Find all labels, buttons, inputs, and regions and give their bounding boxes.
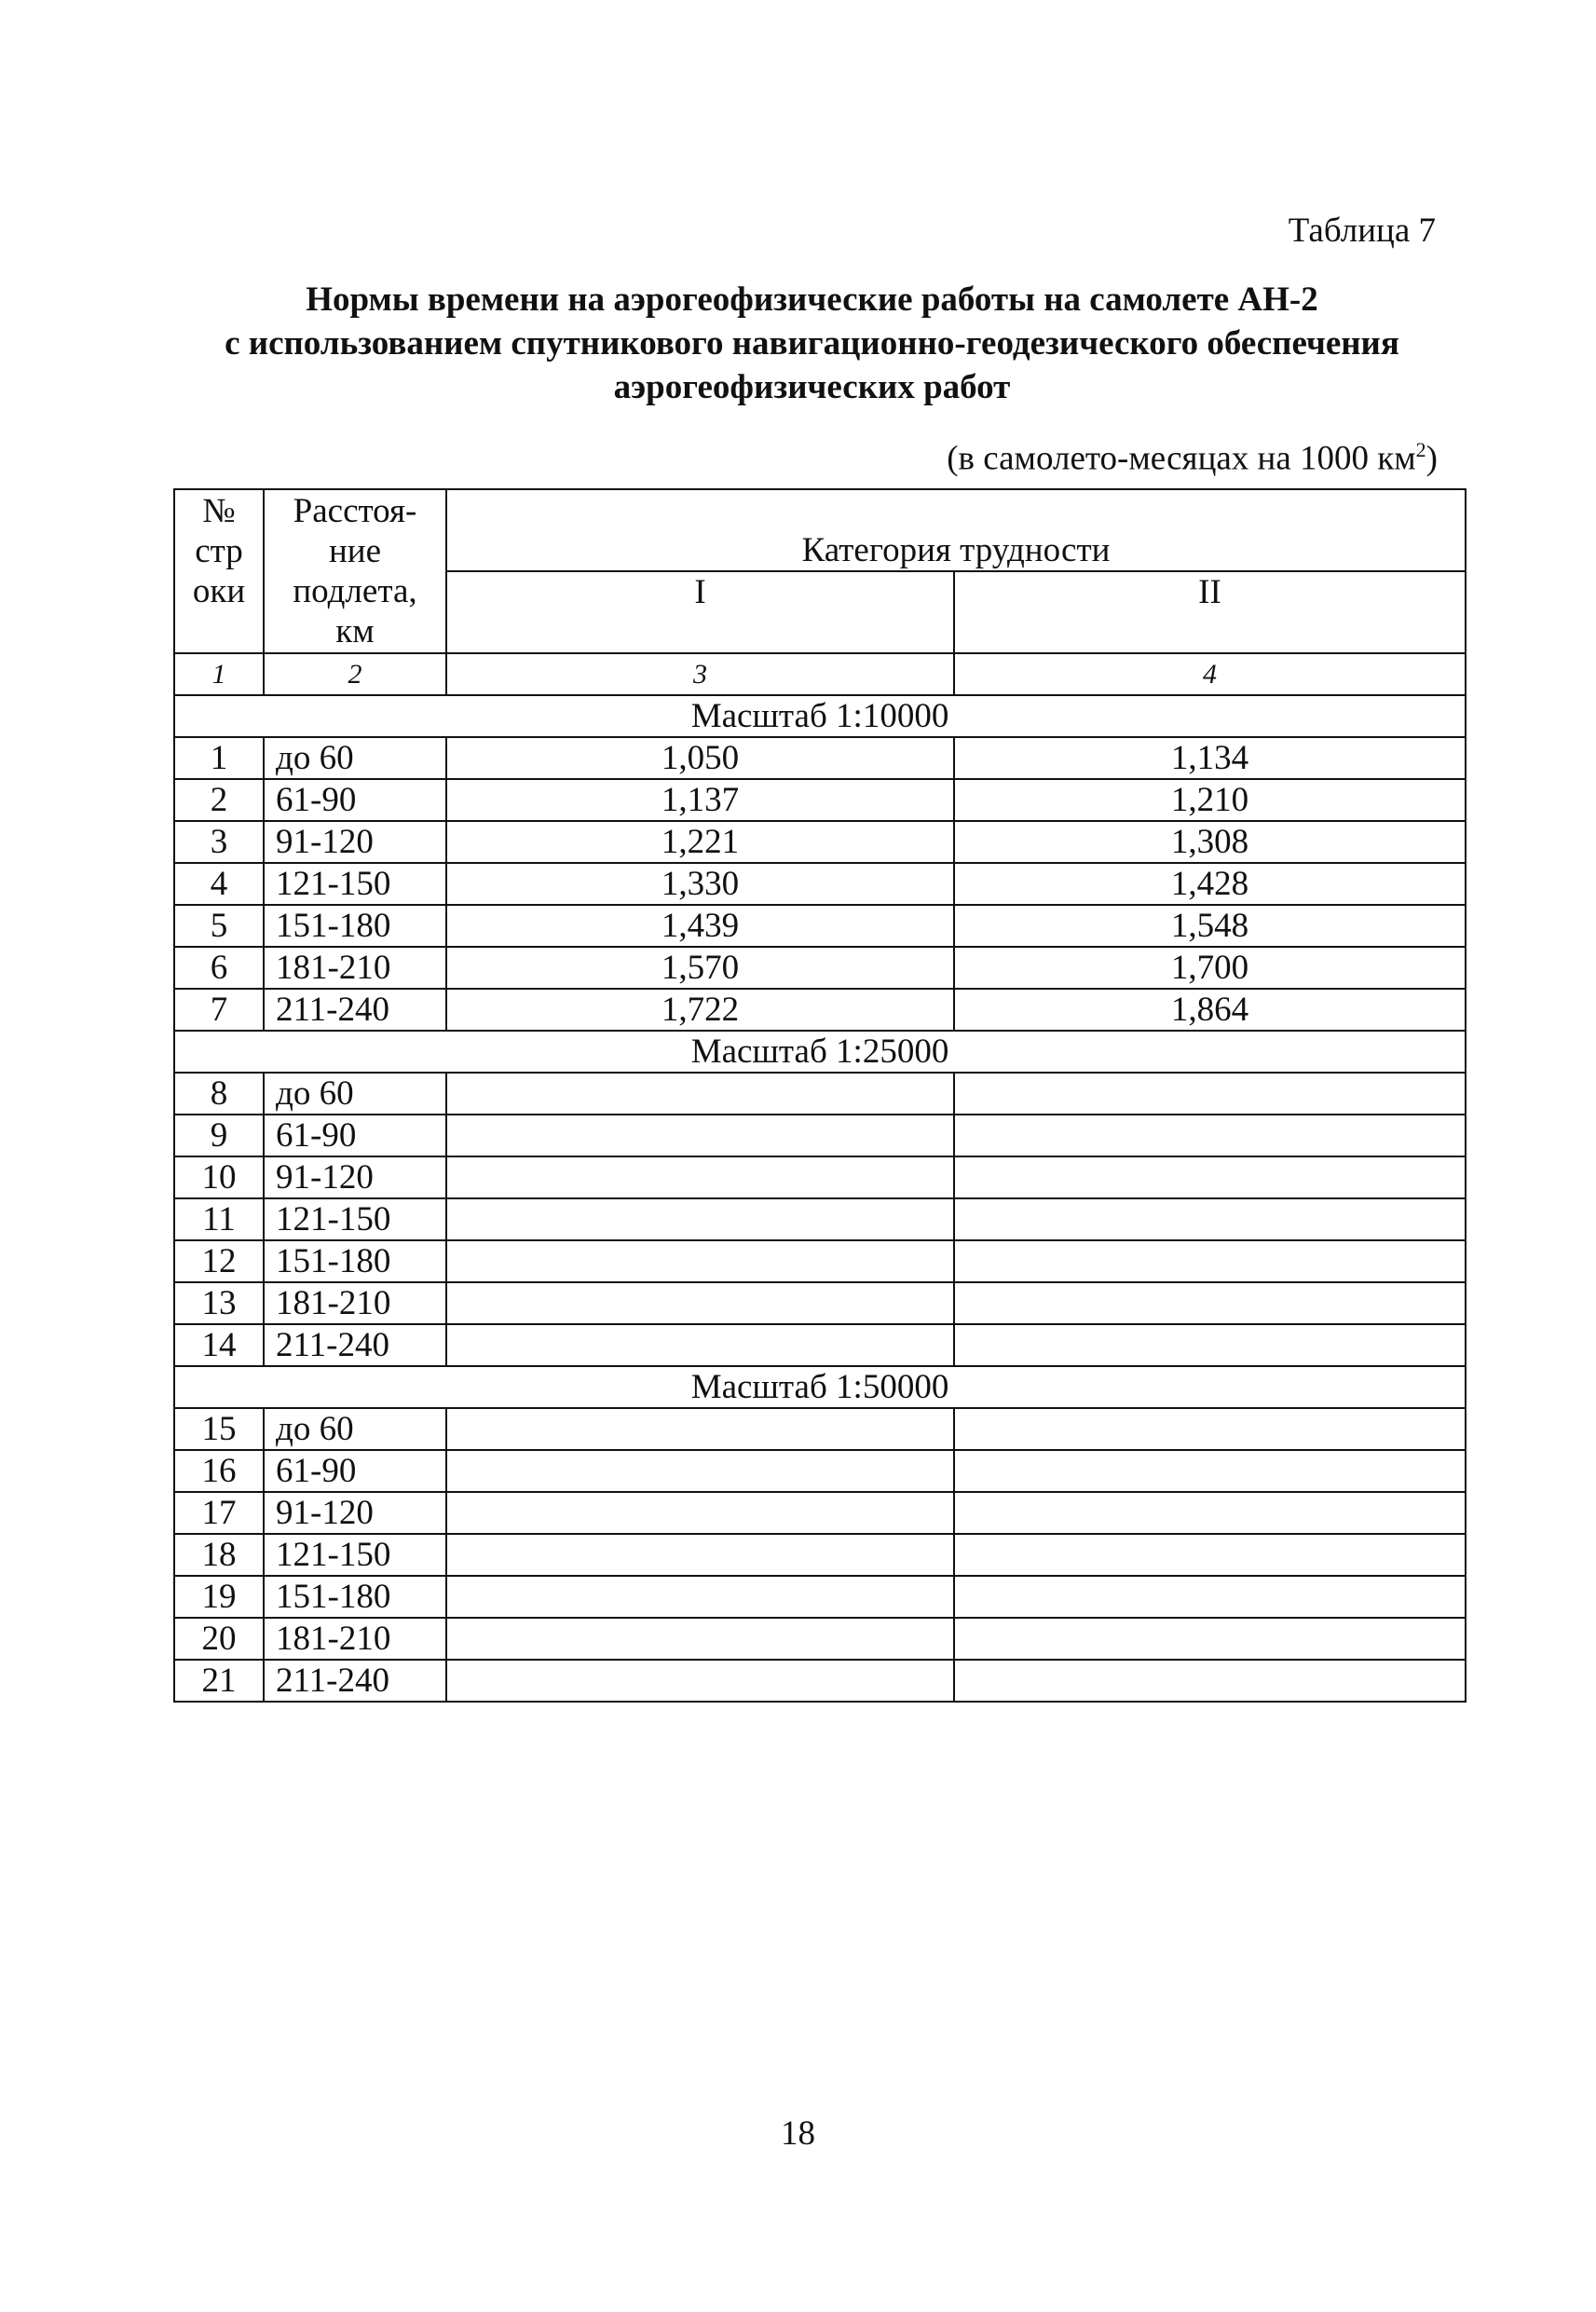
table-row xyxy=(174,1198,1466,1240)
units-close: ) xyxy=(1425,439,1438,478)
table-row xyxy=(174,1450,1466,1492)
table-row xyxy=(174,1408,1466,1450)
row-number-cell: 2 xyxy=(174,779,264,821)
column-number-row xyxy=(174,653,1466,695)
distance-cell: 151-180 xyxy=(264,1576,446,1618)
header-row xyxy=(174,489,1466,571)
category-2-value xyxy=(954,1115,1466,1156)
table-row xyxy=(174,947,1466,989)
category-2-value xyxy=(954,1282,1466,1324)
row-number-cell: 16 xyxy=(174,1450,264,1492)
table-row xyxy=(174,1324,1466,1366)
table-row xyxy=(174,1492,1466,1534)
category-2-value: 1,210 xyxy=(954,779,1466,821)
title-line: с использованием спутникового навигационно-геодезического обеспечения xyxy=(225,324,1399,363)
title-line: Нормы времени на аэрогеофизические работы на самолете АН-2 xyxy=(306,280,1318,319)
category-1-value xyxy=(446,1492,954,1534)
table-row xyxy=(174,1115,1466,1156)
norms-table-body xyxy=(174,489,1466,1702)
row-number-cell: 14 xyxy=(174,1324,264,1366)
units-note xyxy=(947,438,1438,478)
category-2-value: 1,864 xyxy=(954,989,1466,1031)
category-1-value xyxy=(446,1618,954,1660)
category-1-value xyxy=(446,1240,954,1282)
page-number: 18 xyxy=(781,2114,815,2153)
distance-cell: 211-240 xyxy=(264,1660,446,1702)
distance-cell: 121-150 xyxy=(264,1534,446,1576)
scale-section-row xyxy=(174,1031,1466,1073)
row-number-cell: 10 xyxy=(174,1156,264,1198)
category-1-value xyxy=(446,1115,954,1156)
category-2-value xyxy=(954,1156,1466,1198)
header-category-1: I xyxy=(446,571,954,653)
category-1-value xyxy=(446,1408,954,1450)
category-2-value xyxy=(954,1073,1466,1115)
column-number: 2 xyxy=(264,653,446,695)
table-row xyxy=(174,1282,1466,1324)
row-number-cell: 15 xyxy=(174,1408,264,1450)
scale-heading: Масштаб 1:25000 xyxy=(174,1031,1466,1073)
row-number-cell: 20 xyxy=(174,1618,264,1660)
distance-cell: 61-90 xyxy=(264,1115,446,1156)
category-1-value: 1,330 xyxy=(446,863,954,905)
column-number: 4 xyxy=(954,653,1466,695)
row-number-cell: 3 xyxy=(174,821,264,863)
category-2-value xyxy=(954,1450,1466,1492)
category-1-value xyxy=(446,1198,954,1240)
distance-cell: 91-120 xyxy=(264,1492,446,1534)
category-1-value: 1,050 xyxy=(446,737,954,779)
category-2-value xyxy=(954,1534,1466,1576)
distance-cell: 211-240 xyxy=(264,989,446,1031)
scale-heading: Масштаб 1:50000 xyxy=(174,1366,1466,1408)
row-number-cell: 5 xyxy=(174,905,264,947)
distance-cell: 91-120 xyxy=(264,1156,446,1198)
row-number-cell: 13 xyxy=(174,1282,264,1324)
row-number-cell: 4 xyxy=(174,863,264,905)
units-text: (в самолето-месяцах на 1000 км xyxy=(947,439,1416,478)
table-row xyxy=(174,1660,1466,1702)
row-number-cell: 19 xyxy=(174,1576,264,1618)
row-number-cell: 6 xyxy=(174,947,264,989)
row-number-cell: 11 xyxy=(174,1198,264,1240)
distance-cell: 61-90 xyxy=(264,1450,446,1492)
category-1-value xyxy=(446,1450,954,1492)
category-2-value xyxy=(954,1492,1466,1534)
row-number-cell: 21 xyxy=(174,1660,264,1702)
row-number-cell: 12 xyxy=(174,1240,264,1282)
category-2-value xyxy=(954,1240,1466,1282)
scale-section-row xyxy=(174,1366,1466,1408)
scale-heading: Масштаб 1:10000 xyxy=(174,695,1466,737)
category-2-value xyxy=(954,1408,1466,1450)
table-row xyxy=(174,1073,1466,1115)
header-category-2: II xyxy=(954,571,1466,653)
table-row xyxy=(174,863,1466,905)
table-row xyxy=(174,779,1466,821)
table-row xyxy=(174,1240,1466,1282)
row-number-cell: 1 xyxy=(174,737,264,779)
row-number-cell: 9 xyxy=(174,1115,264,1156)
category-2-value: 1,134 xyxy=(954,737,1466,779)
category-1-value xyxy=(446,1282,954,1324)
category-1-value: 1,221 xyxy=(446,821,954,863)
distance-cell: 121-150 xyxy=(264,1198,446,1240)
column-number: 1 xyxy=(174,653,264,695)
table-row xyxy=(174,821,1466,863)
header-distance: Расстоя- ние подлета, км xyxy=(264,489,446,653)
category-2-value: 1,700 xyxy=(954,947,1466,989)
category-2-value xyxy=(954,1618,1466,1660)
row-number-cell: 8 xyxy=(174,1073,264,1115)
distance-cell: 151-180 xyxy=(264,1240,446,1282)
category-1-value: 1,439 xyxy=(446,905,954,947)
units-superscript: 2 xyxy=(1415,438,1426,461)
distance-cell: 121-150 xyxy=(264,863,446,905)
table-label: Таблица 7 xyxy=(1288,212,1436,250)
distance-cell: 61-90 xyxy=(264,779,446,821)
distance-cell: 181-210 xyxy=(264,947,446,989)
header-category: Категория трудности xyxy=(446,489,1466,571)
distance-cell: до 60 xyxy=(264,737,446,779)
header-row-number: № стр оки xyxy=(174,489,264,653)
table-row xyxy=(174,1576,1466,1618)
row-number-cell: 7 xyxy=(174,989,264,1031)
category-1-value xyxy=(446,1660,954,1702)
row-number-cell: 18 xyxy=(174,1534,264,1576)
distance-cell: до 60 xyxy=(264,1073,446,1115)
category-1-value xyxy=(446,1073,954,1115)
distance-cell: 181-210 xyxy=(264,1282,446,1324)
category-1-value xyxy=(446,1576,954,1618)
scale-section-row xyxy=(174,695,1466,737)
row-number-cell: 17 xyxy=(174,1492,264,1534)
table-row xyxy=(174,1618,1466,1660)
distance-cell: 211-240 xyxy=(264,1324,446,1366)
category-1-value: 1,722 xyxy=(446,989,954,1031)
document-title xyxy=(168,278,1456,409)
distance-cell: 151-180 xyxy=(264,905,446,947)
table-row xyxy=(174,1156,1466,1198)
category-1-value: 1,137 xyxy=(446,779,954,821)
title-line: аэрогеофизических работ xyxy=(613,368,1011,406)
norms-table xyxy=(173,488,1466,1703)
table-row xyxy=(174,737,1466,779)
category-2-value xyxy=(954,1198,1466,1240)
category-2-value: 1,548 xyxy=(954,905,1466,947)
distance-cell: 181-210 xyxy=(264,1618,446,1660)
category-2-value: 1,428 xyxy=(954,863,1466,905)
category-2-value xyxy=(954,1324,1466,1366)
category-2-value xyxy=(954,1576,1466,1618)
table-row xyxy=(174,905,1466,947)
category-1-value xyxy=(446,1534,954,1576)
category-1-value xyxy=(446,1156,954,1198)
category-2-value xyxy=(954,1660,1466,1702)
distance-cell: 91-120 xyxy=(264,821,446,863)
distance-cell: до 60 xyxy=(264,1408,446,1450)
column-number: 3 xyxy=(446,653,954,695)
table-row xyxy=(174,989,1466,1031)
table-row xyxy=(174,1534,1466,1576)
category-1-value xyxy=(446,1324,954,1366)
category-1-value: 1,570 xyxy=(446,947,954,989)
category-2-value: 1,308 xyxy=(954,821,1466,863)
